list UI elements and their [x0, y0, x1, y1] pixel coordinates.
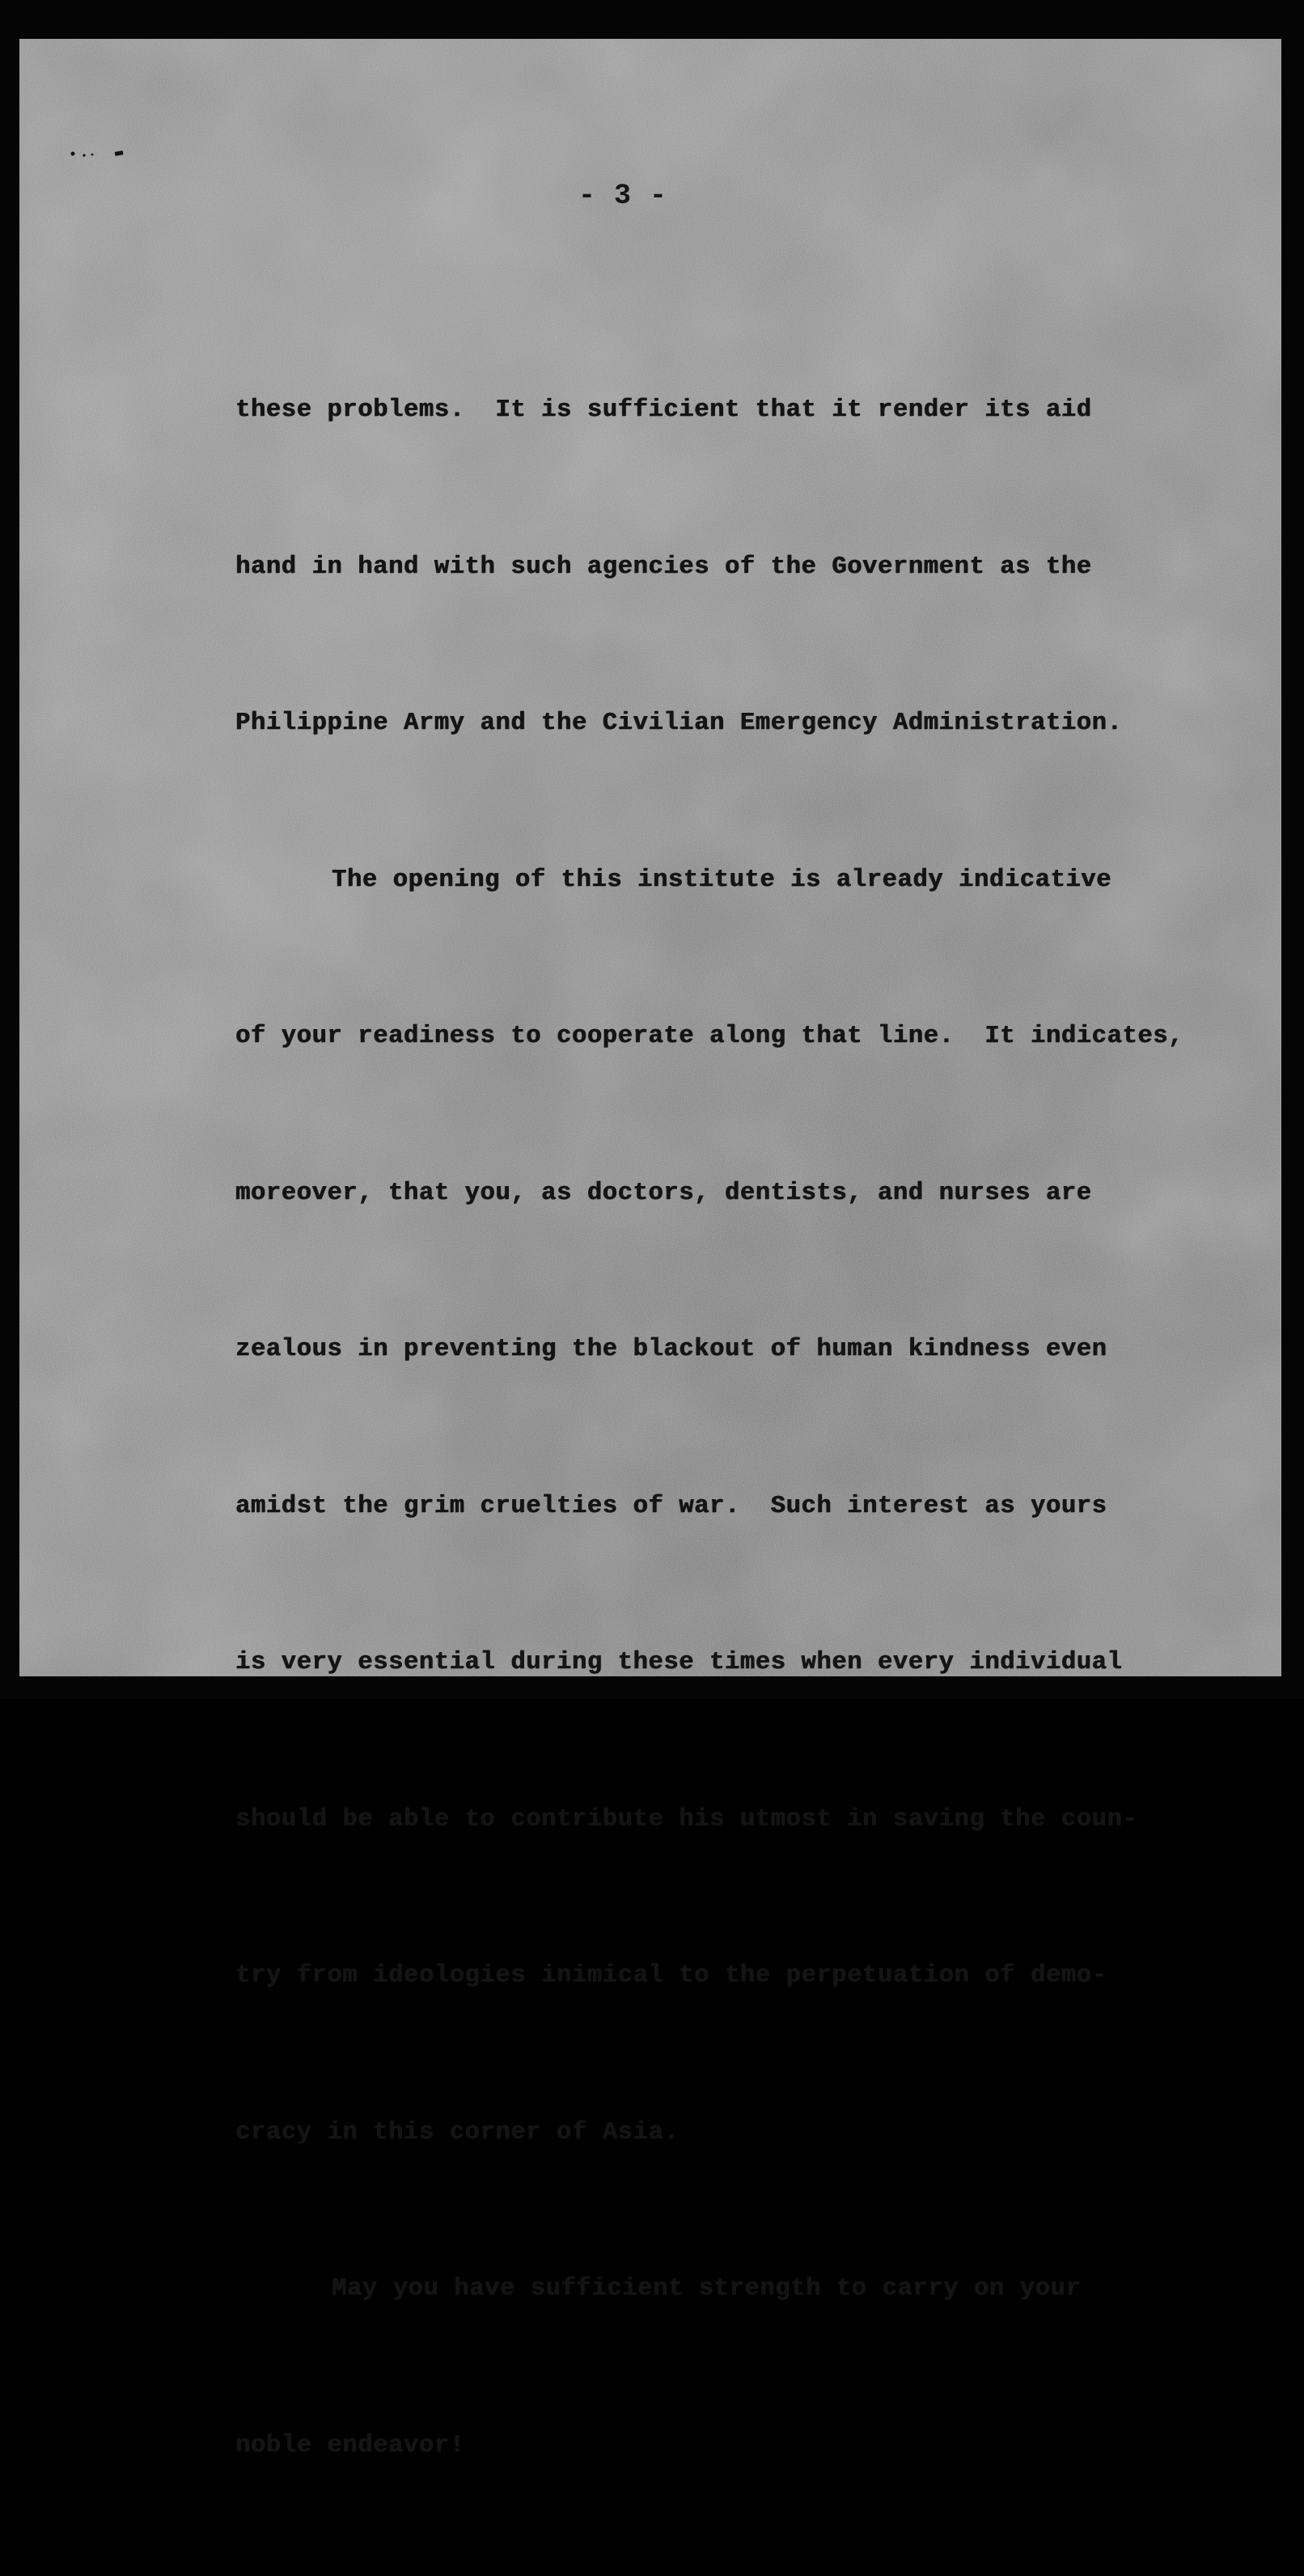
text-line: is very essential during these times when every individual: [235, 1649, 1123, 1676]
text-line: Philippine Army and the Civilian Emergency Administration.: [235, 710, 1123, 737]
text-line: hand in hand with such agencies of the Government as the: [235, 553, 1092, 581]
text-line: zealous in preventing the blackout of human kindness even: [235, 1336, 1107, 1363]
text-line: noble endeavor!: [235, 2431, 465, 2459]
text-line: amidst the grim cruelties of war. Such interest as yours: [235, 1492, 1107, 1520]
text-line: cracy in this corner of Asia.: [235, 2118, 680, 2146]
paragraph-start-line: May you have sufficient strength to carry on your: [332, 2275, 1082, 2303]
page-number: - 3 -: [578, 180, 668, 212]
paragraph-start-line: The opening of this institute is already indicative: [332, 866, 1112, 894]
text-line: these problems. It is sufficient that it render its aid: [235, 396, 1092, 424]
text-line: of your readiness to cooperate along that line. It indicates,: [235, 1023, 1183, 1050]
ink-specks: [68, 149, 133, 165]
text-line: try from ideologies inimical to the perpetuation of demo-: [235, 1962, 1107, 1989]
text-line: moreover, that you, as doctors, dentists, and nurses are: [235, 1179, 1092, 1207]
text-line: should be able to contribute his utmost in saving the coun-: [235, 1805, 1138, 1833]
document-body: [235, 280, 1230, 2576]
